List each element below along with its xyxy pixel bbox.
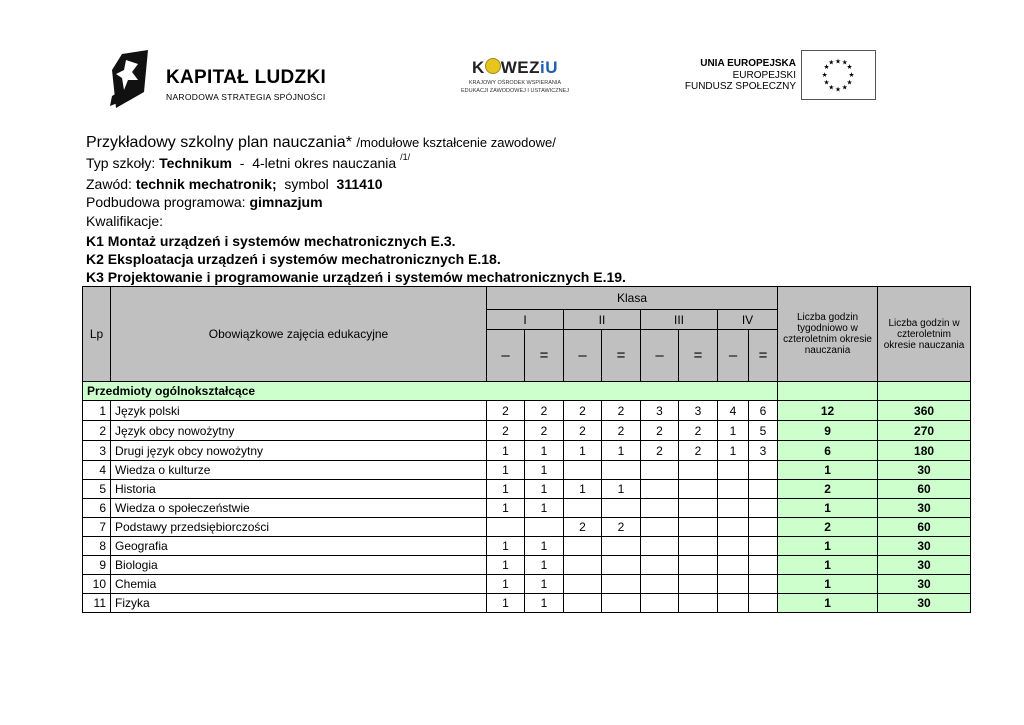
row-hours-sem-6 <box>679 480 718 499</box>
table-row <box>83 421 971 441</box>
row-hours-sem-7 <box>718 480 749 499</box>
row-hours-sem-1: 1 <box>487 499 525 518</box>
row-weekly-hours: 2 <box>778 518 878 537</box>
table-row <box>83 499 971 518</box>
row-hours-sem-3 <box>564 537 602 556</box>
curriculum-line <box>86 194 323 210</box>
row-weekly-hours: 2 <box>778 480 878 499</box>
row-hours-sem-5 <box>641 594 679 613</box>
row-hours-sem-2: 1 <box>525 480 564 499</box>
row-subject: Fizyka <box>111 594 487 613</box>
qualification-k3: K3 Projektowanie i programowanie urządzeń i systemów mechatronicznych E.19. <box>86 269 626 285</box>
school-type-label: Typ szkoły: <box>86 155 160 171</box>
row-subject: Geografia <box>111 537 487 556</box>
row-hours-sem-2: 2 <box>525 401 564 421</box>
row-hours-sem-7: 1 <box>718 421 749 441</box>
header-subject: Obowiązkowe zajęcia edukacyjne <box>111 287 487 382</box>
table-row <box>83 461 971 480</box>
header-klasa-3: III <box>641 310 718 329</box>
table-row <box>83 401 971 421</box>
svg-text:★: ★ <box>835 85 842 94</box>
row-hours-sem-3 <box>564 575 602 594</box>
row-hours-sem-2: 1 <box>525 594 564 613</box>
row-hours-sem-3 <box>564 499 602 518</box>
row-hours-sem-2: 1 <box>525 556 564 575</box>
row-lp: 6 <box>83 499 111 518</box>
row-total-hours: 30 <box>878 537 971 556</box>
row-lp: 4 <box>83 461 111 480</box>
header-weekly-hours: Liczba godzin tygodniowo w czteroletnim okresie nauczania <box>778 287 878 382</box>
eu-text <box>685 58 796 93</box>
header-semester-7: – <box>718 329 749 381</box>
row-hours-sem-5: 2 <box>641 441 679 461</box>
row-subject: Wiedza o kulturze <box>111 461 487 480</box>
header-klasa-4: IV <box>718 310 778 329</box>
row-hours-sem-8 <box>749 518 778 537</box>
row-hours-sem-8: 3 <box>749 441 778 461</box>
row-total-hours: 30 <box>878 575 971 594</box>
kowezu-title-iu: iU <box>540 58 559 77</box>
row-hours-sem-5: 2 <box>641 421 679 441</box>
row-hours-sem-4: 2 <box>602 421 641 441</box>
row-hours-sem-8: 6 <box>749 401 778 421</box>
row-hours-sem-7 <box>718 518 749 537</box>
row-subject: Chemia <box>111 575 487 594</box>
row-total-hours: 360 <box>878 401 971 421</box>
svg-text:★: ★ <box>823 63 830 72</box>
eu-flag-icon <box>801 50 876 100</box>
qualification-k1: K1 Montaż urządzeń i systemów mechatronicznych E.3. <box>86 233 456 249</box>
row-hours-sem-1: 1 <box>487 441 525 461</box>
qualification-k2: K2 Eksploatacja urządzeń i systemów mechatronicznych E.18. <box>86 251 501 267</box>
svg-text:★: ★ <box>828 83 835 92</box>
row-hours-sem-3: 1 <box>564 441 602 461</box>
row-total-hours: 60 <box>878 518 971 537</box>
row-hours-sem-7 <box>718 556 749 575</box>
row-hours-sem-4 <box>602 556 641 575</box>
row-hours-sem-3: 2 <box>564 401 602 421</box>
plan-title-suffix: /modułowe kształcenie zawodowe/ <box>356 135 556 150</box>
row-weekly-hours: 1 <box>778 537 878 556</box>
row-hours-sem-4 <box>602 499 641 518</box>
row-hours-sem-1: 1 <box>487 556 525 575</box>
row-hours-sem-7: 4 <box>718 401 749 421</box>
svg-text:★: ★ <box>841 58 848 67</box>
row-hours-sem-4: 1 <box>602 441 641 461</box>
row-hours-sem-1: 1 <box>487 461 525 480</box>
row-hours-sem-7 <box>718 499 749 518</box>
row-hours-sem-2: 1 <box>525 499 564 518</box>
table-row <box>83 556 971 575</box>
row-hours-sem-2: 1 <box>525 537 564 556</box>
header-klasa-1: I <box>487 310 564 329</box>
svg-text:★: ★ <box>828 58 835 67</box>
header-semester-2: = <box>525 329 564 381</box>
plan-title-text: Przykładowy szkolny plan nauczania* <box>86 134 352 151</box>
row-subject: Wiedza o społeczeństwie <box>111 499 487 518</box>
table-row <box>83 480 971 499</box>
row-hours-sem-5 <box>641 575 679 594</box>
sun-icon <box>485 58 501 74</box>
kapital-title: KAPITAŁ LUDZKI <box>166 67 327 88</box>
row-hours-sem-5 <box>641 537 679 556</box>
row-hours-sem-4 <box>602 594 641 613</box>
svg-text:★: ★ <box>821 70 828 79</box>
row-hours-sem-7 <box>718 537 749 556</box>
row-lp: 3 <box>83 441 111 461</box>
table-row <box>83 441 971 461</box>
row-hours-sem-4 <box>602 575 641 594</box>
school-type-footnote: /1/ <box>400 152 411 162</box>
row-weekly-hours: 1 <box>778 594 878 613</box>
row-hours-sem-7 <box>718 461 749 480</box>
kowezu-title-k: K <box>471 58 485 77</box>
table-row <box>83 518 971 537</box>
row-hours-sem-6 <box>679 461 718 480</box>
row-hours-sem-6 <box>679 518 718 537</box>
row-hours-sem-8 <box>749 461 778 480</box>
symbol-value: 311410 <box>336 176 383 192</box>
row-hours-sem-5 <box>641 518 679 537</box>
qualifications-label: Kwalifikacje: <box>86 213 164 229</box>
row-hours-sem-8 <box>749 499 778 518</box>
table-row <box>83 575 971 594</box>
row-hours-sem-1: 1 <box>487 480 525 499</box>
row-hours-sem-4: 2 <box>602 401 641 421</box>
row-hours-sem-8 <box>749 556 778 575</box>
svg-text:★: ★ <box>835 57 842 66</box>
row-hours-sem-7: 1 <box>718 441 749 461</box>
curriculum-table <box>82 286 971 613</box>
row-hours-sem-1: 1 <box>487 537 525 556</box>
row-lp: 8 <box>83 537 111 556</box>
row-lp: 2 <box>83 421 111 441</box>
row-hours-sem-6: 3 <box>679 401 718 421</box>
school-type-value: Technikum <box>159 155 233 171</box>
row-hours-sem-5 <box>641 499 679 518</box>
kapital-ludzki-logo <box>108 50 327 118</box>
row-weekly-hours: 1 <box>778 575 878 594</box>
kowezu-logo <box>455 50 575 102</box>
row-hours-sem-8 <box>749 575 778 594</box>
row-weekly-hours: 1 <box>778 461 878 480</box>
row-hours-sem-2: 1 <box>525 575 564 594</box>
row-hours-sem-1: 2 <box>487 401 525 421</box>
eu-line-2: EUROPEJSKI <box>732 69 796 81</box>
row-total-hours: 270 <box>878 421 971 441</box>
row-subject: Historia <box>111 480 487 499</box>
row-lp: 10 <box>83 575 111 594</box>
row-weekly-hours: 9 <box>778 421 878 441</box>
row-hours-sem-7 <box>718 594 749 613</box>
row-hours-sem-6: 2 <box>679 441 718 461</box>
row-weekly-hours: 6 <box>778 441 878 461</box>
row-lp: 1 <box>83 401 111 421</box>
header-semester-1: – <box>487 329 525 381</box>
symbol-label: symbol <box>276 176 337 192</box>
row-hours-sem-5 <box>641 480 679 499</box>
table-row <box>83 537 971 556</box>
row-hours-sem-3: 1 <box>564 480 602 499</box>
kapital-subtitle: NARODOWA STRATEGIA SPÓJNOŚCI <box>166 92 326 102</box>
row-total-hours: 30 <box>878 556 971 575</box>
section-general: Przedmioty ogólnokształcące <box>83 382 778 401</box>
row-total-hours: 30 <box>878 461 971 480</box>
row-hours-sem-4 <box>602 537 641 556</box>
row-hours-sem-2: 1 <box>525 441 564 461</box>
curriculum-label: Podbudowa programowa: <box>86 194 250 210</box>
row-lp: 5 <box>83 480 111 499</box>
row-hours-sem-6 <box>679 594 718 613</box>
row-hours-sem-8: 5 <box>749 421 778 441</box>
row-hours-sem-4 <box>602 461 641 480</box>
kowezu-subtitle-1: KRAJOWY OŚRODEK WSPIERANIA <box>468 80 562 86</box>
row-weekly-hours: 1 <box>778 556 878 575</box>
row-hours-sem-2: 2 <box>525 421 564 441</box>
row-weekly-hours: 1 <box>778 499 878 518</box>
row-hours-sem-6 <box>679 556 718 575</box>
row-subject: Podstawy przedsiębiorczości <box>111 518 487 537</box>
row-hours-sem-6: 2 <box>679 421 718 441</box>
section-general-weekly <box>778 382 878 401</box>
row-hours-sem-5: 3 <box>641 401 679 421</box>
row-hours-sem-6 <box>679 537 718 556</box>
row-hours-sem-6 <box>679 575 718 594</box>
row-hours-sem-3 <box>564 461 602 480</box>
row-hours-sem-5 <box>641 556 679 575</box>
svg-text:★: ★ <box>846 78 853 87</box>
row-weekly-hours: 12 <box>778 401 878 421</box>
svg-text:★: ★ <box>846 63 853 72</box>
header-total-hours: Liczba godzin w czteroletnim okresie nauczania <box>878 287 971 382</box>
section-general-total <box>878 382 971 401</box>
table-row <box>83 594 971 613</box>
row-hours-sem-4: 2 <box>602 518 641 537</box>
profession-value: technik mechatronik; <box>135 176 277 192</box>
row-hours-sem-1: 2 <box>487 421 525 441</box>
row-hours-sem-2 <box>525 518 564 537</box>
row-hours-sem-1 <box>487 518 525 537</box>
profession-label: Zawód: <box>86 176 136 192</box>
row-lp: 7 <box>83 518 111 537</box>
row-hours-sem-4: 1 <box>602 480 641 499</box>
row-lp: 9 <box>83 556 111 575</box>
row-total-hours: 30 <box>878 594 971 613</box>
eu-line-3: FUNDUSZ SPOŁECZNY <box>684 81 796 92</box>
row-hours-sem-6 <box>679 499 718 518</box>
row-hours-sem-3 <box>564 594 602 613</box>
row-subject: Język polski <box>111 401 487 421</box>
profession-line <box>86 176 383 192</box>
school-type-line <box>86 152 411 171</box>
header-klasa-2: II <box>564 310 641 329</box>
row-hours-sem-3 <box>564 556 602 575</box>
row-hours-sem-3: 2 <box>564 421 602 441</box>
header-semester-3: – <box>564 329 602 381</box>
header-semester-6: = <box>679 329 718 381</box>
eu-logo <box>680 50 880 102</box>
svg-text:★: ★ <box>848 70 855 79</box>
row-subject: Drugi język obcy nowożytny <box>111 441 487 461</box>
kowezu-title <box>455 58 575 78</box>
kapital-ludzki-emblem-icon <box>108 50 150 114</box>
row-hours-sem-3: 2 <box>564 518 602 537</box>
header-lp: Lp <box>83 287 111 382</box>
curriculum-value: gimnazjum <box>249 194 323 210</box>
row-hours-sem-8 <box>749 480 778 499</box>
header-semester-8: = <box>749 329 778 381</box>
eu-line-1: UNIA EUROPEJSKA <box>700 58 796 69</box>
header-semester-5: – <box>641 329 679 381</box>
row-lp: 11 <box>83 594 111 613</box>
row-hours-sem-2: 1 <box>525 461 564 480</box>
row-hours-sem-8 <box>749 594 778 613</box>
header-klasa: Klasa <box>487 287 778 310</box>
plan-title <box>86 134 556 152</box>
row-hours-sem-8 <box>749 537 778 556</box>
kowezu-title-wez: WEZ <box>500 58 541 77</box>
row-hours-sem-1: 1 <box>487 575 525 594</box>
header-semester-4: = <box>602 329 641 381</box>
row-hours-sem-5 <box>641 461 679 480</box>
row-hours-sem-1: 1 <box>487 594 525 613</box>
svg-text:★: ★ <box>823 78 830 87</box>
row-subject: Biologia <box>111 556 487 575</box>
row-total-hours: 180 <box>878 441 971 461</box>
kowezu-subtitle-2: EDUKACJI ZAWODOWEJ I USTAWICZNEJ <box>461 88 569 94</box>
school-type-rest: - 4-letni okres nauczania <box>232 155 397 171</box>
svg-text:★: ★ <box>841 83 848 92</box>
row-hours-sem-7 <box>718 575 749 594</box>
row-total-hours: 60 <box>878 480 971 499</box>
row-total-hours: 30 <box>878 499 971 518</box>
row-subject: Język obcy nowożytny <box>111 421 487 441</box>
